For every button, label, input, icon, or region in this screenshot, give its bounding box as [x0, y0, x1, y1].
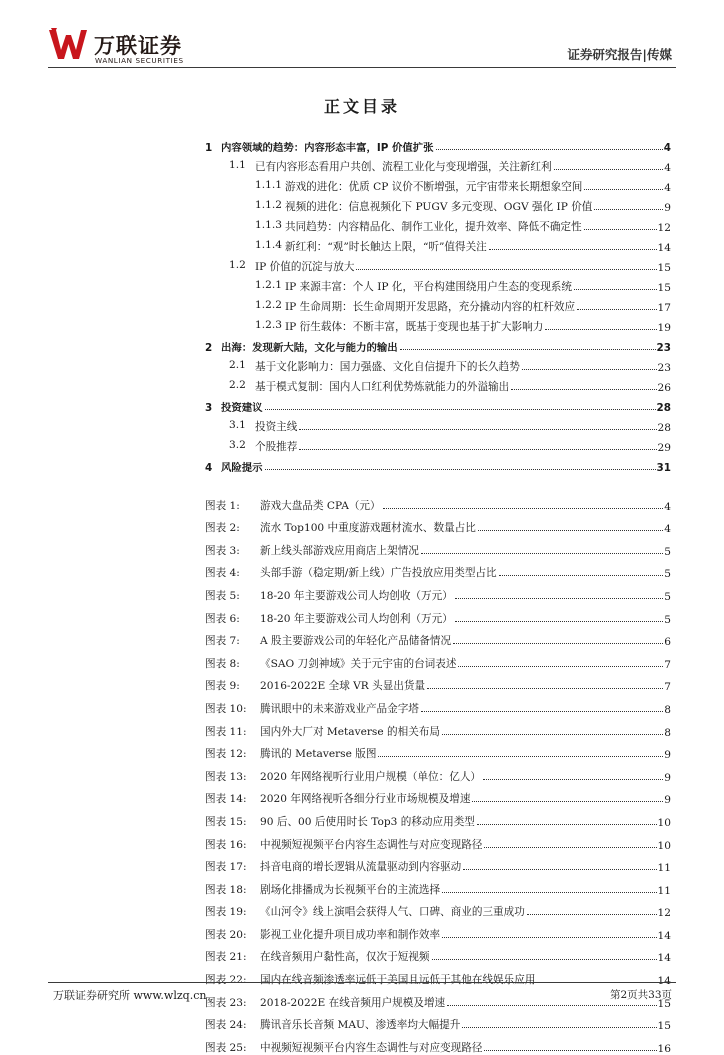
- figure-entry-page: 5: [664, 590, 671, 603]
- figure-entry-number: 图表 3:: [205, 544, 240, 557]
- figure-entry[interactable]: [205, 897, 671, 920]
- figure-entry-number: 图表 19:: [205, 906, 247, 919]
- toc-leader-dots: [554, 169, 664, 170]
- figure-entry-page: 7: [664, 681, 671, 694]
- toc-entry-number: 1.2: [229, 259, 246, 271]
- toc-entry[interactable]: [205, 274, 671, 294]
- toc-entry-text: 内容领域的趋势：内容形态丰富，IP 价值扩张: [221, 142, 434, 154]
- toc-entry-page: 23: [656, 342, 671, 354]
- figure-leader-dots: [432, 959, 657, 960]
- figure-entry-page: 10: [657, 839, 671, 852]
- page-title: 正文目录: [323, 97, 400, 116]
- figure-entry-label: 90 后、00 后使用时长 Top3 的移动应用类型: [260, 815, 475, 828]
- figure-entry-page: 6: [664, 636, 671, 649]
- figure-leader-dots: [462, 1027, 656, 1028]
- toc-leader-dots: [577, 309, 656, 310]
- toc-entry-number: 3.1: [229, 419, 246, 431]
- figure-leader-dots: [463, 869, 656, 870]
- figure-leader-dots: [442, 892, 656, 893]
- figure-entry-page: 4: [664, 523, 671, 536]
- logo-chinese-name: 万联证券: [94, 34, 182, 58]
- figure-entry[interactable]: [205, 626, 671, 649]
- toc-entry-number: 4: [205, 462, 213, 474]
- toc-entry[interactable]: [205, 394, 671, 414]
- figure-entry-label: 游戏大盘品类 CPA（元）: [260, 499, 381, 512]
- toc-entry-number: 3: [205, 402, 213, 414]
- toc-leader-dots: [511, 389, 656, 390]
- figure-entry-label: 腾讯的 Metaverse 版图: [260, 748, 377, 761]
- toc-entry-page: 4: [663, 142, 671, 154]
- toc-entry-number: 1.1.1: [255, 179, 282, 191]
- figure-entry[interactable]: [205, 739, 671, 762]
- toc-entry-page: 23: [657, 362, 671, 374]
- figure-entry-label: 在线音频用户黏性高，仅次于短视频: [260, 951, 430, 964]
- toc-leader-dots: [594, 209, 663, 210]
- figure-entry[interactable]: [205, 784, 671, 807]
- toc-leader-dots: [584, 189, 663, 190]
- toc-entry-number: 1.2.1: [255, 279, 282, 291]
- figure-entry[interactable]: [205, 1010, 671, 1033]
- figure-leader-dots: [472, 801, 663, 802]
- figure-entry-page: 11: [657, 862, 671, 875]
- figure-entry-label: 18-20 年主要游戏公司人均创利（万元）: [260, 612, 453, 625]
- figure-entry-page: 14: [657, 952, 671, 965]
- figure-entry[interactable]: [205, 761, 671, 784]
- toc-entry-number: 2.2: [229, 379, 246, 391]
- toc-entry-label: [229, 439, 297, 454]
- figure-entry-number: 图表 14:: [205, 793, 247, 806]
- toc-entry[interactable]: [205, 354, 671, 374]
- toc-entry[interactable]: [205, 294, 671, 314]
- toc-entry-page: 17: [657, 302, 671, 314]
- toc-entry-page: 19: [657, 322, 671, 334]
- toc-entry-number: 2.1: [229, 359, 246, 371]
- toc-entry-label: [205, 399, 263, 414]
- figure-entry-page: 8: [664, 726, 671, 739]
- figure-entry-label: 2016-2022E 全球 VR 头显出货量: [260, 680, 426, 693]
- toc-leader-dots: [356, 269, 656, 270]
- toc-entry-text: IP 来源丰富：个人 IP 化，平台构建围绕用户生态的变现系统: [285, 281, 572, 293]
- figure-entry-page: 14: [657, 975, 671, 988]
- toc-leader-dots: [545, 329, 656, 330]
- toc-entry-text: 视频的进化：信息视频化下 PUGV 多元变现、OGV 强化 IP 价值: [285, 201, 593, 213]
- toc-entry[interactable]: [205, 454, 671, 474]
- toc-entry-text: 基于文化影响力：国力强盛、文化自信提升下的长久趋势: [255, 361, 520, 373]
- toc-entry[interactable]: [205, 314, 671, 334]
- toc-entry-page: 29: [657, 442, 671, 454]
- toc-entry-page: 15: [657, 262, 671, 274]
- toc-entry[interactable]: [205, 134, 671, 154]
- figure-entry-page: 9: [664, 771, 671, 784]
- toc-entry-label: [255, 179, 582, 194]
- figure-entry-label: 国内外大厂对 Metaverse 的相关布局: [260, 725, 440, 738]
- figure-entry-label: 腾讯眼中的未来游戏业产品金字塔: [260, 702, 419, 715]
- toc-entry[interactable]: [205, 214, 671, 234]
- figure-entry-number: 图表 20:: [205, 928, 247, 941]
- figure-leader-dots: [427, 688, 663, 689]
- figure-entry-page: 9: [664, 749, 671, 762]
- footer-divider: [48, 982, 676, 983]
- toc-entry[interactable]: [205, 414, 671, 434]
- toc-entry-label: [229, 259, 354, 274]
- figure-leader-dots: [383, 508, 664, 509]
- toc-entry[interactable]: [205, 174, 671, 194]
- toc-leader-dots: [265, 469, 656, 470]
- figure-entry-number: 图表 6:: [205, 612, 240, 625]
- figure-leader-dots: [455, 621, 663, 622]
- toc-entry[interactable]: [205, 334, 671, 354]
- figure-entry-page: 9: [664, 794, 671, 807]
- figure-leader-dots: [442, 734, 663, 735]
- figure-entry-number: 图表 9:: [205, 680, 240, 693]
- figure-leader-dots: [499, 575, 664, 576]
- figure-entry-label: 国内在线音频渗透率远低于美国且远低于其他在线娱乐应用: [260, 974, 536, 987]
- toc-entry-number: 3.2: [229, 439, 246, 451]
- figure-entry-label: 抖音电商的增长逻辑从流量驱动到内容驱动: [260, 861, 462, 874]
- figure-entry-number: 图表 8:: [205, 657, 240, 670]
- figure-entry[interactable]: [205, 806, 671, 829]
- toc-leader-dots: [522, 369, 657, 370]
- toc-entry-label: [255, 279, 572, 294]
- figure-entry[interactable]: [205, 671, 671, 694]
- list-of-figures: [205, 490, 671, 1055]
- figure-entry[interactable]: [205, 964, 671, 987]
- toc-entry-number: 1.1.3: [255, 219, 282, 231]
- toc-entry-page: 4: [664, 162, 671, 174]
- toc-entry-text: 共同趋势：内容精品化、制作工业化，提升效率、降低不确定性: [285, 221, 582, 233]
- figure-leader-dots: [484, 847, 656, 848]
- figure-leader-dots: [477, 824, 657, 825]
- figure-entry[interactable]: [205, 874, 671, 897]
- figure-leader-dots: [478, 530, 663, 531]
- wanlian-logo-icon: [48, 26, 88, 62]
- figure-entry-page: 5: [664, 613, 671, 626]
- figure-entry-number: 图表 24:: [205, 1019, 247, 1032]
- toc-entry-text: 新红利：“观”时长触达上限，“听”值得关注: [285, 241, 487, 253]
- toc-leader-dots: [400, 349, 656, 350]
- figure-leader-dots: [421, 553, 663, 554]
- logo-english-name: WANLIAN SECURITIES: [95, 56, 184, 65]
- toc-entry-page: 4: [664, 182, 671, 194]
- toc-entry-label: [205, 139, 434, 154]
- figure-entry[interactable]: [205, 942, 671, 965]
- toc-entry-text: IP 衍生载体：不断丰富，既基于变现也基于扩大影响力: [285, 321, 544, 333]
- figure-entry-page: 15: [657, 997, 671, 1010]
- figure-entry-number: 图表 15:: [205, 815, 247, 828]
- figure-entry-number: 图表 12:: [205, 748, 247, 761]
- figure-entry-label: 头部手游（稳定期/新上线）广告投放应用类型占比: [260, 567, 497, 580]
- toc-leader-dots: [574, 289, 657, 290]
- toc-entry-text: 基于模式复制：国内人口红利优势炼就能力的外溢输出: [255, 381, 510, 393]
- toc-entry-label: [255, 239, 487, 254]
- figure-entry-label: 中视频短视频平台内容生态调性与对应变现路径: [260, 1041, 483, 1054]
- toc-entry-text: 游戏的进化：优质 CP 议价不断增强，元宇宙带来长期想象空间: [285, 181, 583, 193]
- figure-entry[interactable]: [205, 1032, 671, 1055]
- figure-entry-number: 图表 1:: [205, 499, 240, 512]
- figure-entry-page: 8: [664, 703, 671, 716]
- figure-entry-page: 4: [664, 500, 671, 513]
- toc-entry-number: 2: [205, 342, 213, 354]
- toc-entry-label: [255, 319, 543, 334]
- toc-entry-number: 1.1: [229, 159, 246, 171]
- toc-entry-number: 1.1.2: [255, 199, 282, 211]
- figure-entry-label: 2020 年网络视听各细分行业市场规模及增速: [260, 793, 471, 806]
- toc-leader-dots: [489, 249, 657, 250]
- toc-entry-page: 14: [657, 242, 671, 254]
- figure-entry[interactable]: [205, 558, 671, 581]
- toc-entry-page: 28: [657, 422, 671, 434]
- figure-entry[interactable]: [205, 535, 671, 558]
- toc-entry-label: [255, 199, 592, 214]
- figure-leader-dots: [527, 914, 657, 915]
- figure-entry[interactable]: [205, 513, 671, 536]
- figure-entry-page: 5: [664, 568, 671, 581]
- toc-entry-label: [229, 159, 552, 174]
- toc-entry-text: IP 生命周期：长生命周期开发思路，充分撬动内容的杠杆效应: [285, 301, 576, 313]
- toc-entry-label: [255, 219, 582, 234]
- toc-entry-page: 28: [656, 402, 671, 414]
- figure-entry[interactable]: [205, 648, 671, 671]
- figure-entry-number: 图表 23:: [205, 996, 247, 1009]
- toc-entry-text: 出海：发现新大陆，文化与能力的输出: [221, 342, 398, 354]
- figure-leader-dots: [458, 666, 663, 667]
- toc-leader-dots: [265, 409, 656, 410]
- figure-entry-label: 影视工业化提升项目成功率和制作效率: [260, 928, 441, 941]
- toc-entry[interactable]: [205, 434, 671, 454]
- figure-entry-number: 图表 2:: [205, 522, 240, 535]
- toc-entry-page: 15: [657, 282, 671, 294]
- figure-entry[interactable]: [205, 603, 671, 626]
- toc-entry-page: 26: [657, 382, 671, 394]
- report-type: 证券研究报告|传媒: [567, 47, 672, 62]
- figure-leader-dots: [453, 643, 663, 644]
- toc-entry-number: 1.2.2: [255, 299, 282, 311]
- figure-entry-number: 图表 13:: [205, 770, 247, 783]
- toc-entry[interactable]: [205, 374, 671, 394]
- figure-entry-label: 剧场化排播成为长视频平台的主流选择: [260, 883, 441, 896]
- figure-entry-number: 图表 5:: [205, 589, 240, 602]
- toc-entry-text: 风险提示: [221, 462, 263, 474]
- figure-entry-number: 图表 4:: [205, 567, 240, 580]
- figure-leader-dots: [378, 756, 663, 757]
- figure-entry-page: 15: [657, 1020, 671, 1033]
- figure-entry-page: 5: [664, 545, 671, 558]
- figure-entry-number: 图表 22:: [205, 974, 247, 987]
- figure-entry-number: 图表 11:: [205, 725, 247, 738]
- figure-entry-page: 11: [657, 884, 671, 897]
- figure-entry-number: 图表 18:: [205, 883, 247, 896]
- figure-entry[interactable]: [205, 829, 671, 852]
- toc-entry-label: [255, 299, 575, 314]
- figure-entry-number: 图表 16:: [205, 838, 247, 851]
- figure-entry[interactable]: [205, 693, 671, 716]
- toc-leader-dots: [299, 449, 656, 450]
- toc-entry-text: 投资建议: [221, 402, 263, 414]
- figure-entry[interactable]: [205, 716, 671, 739]
- toc-entry-number: 1: [205, 142, 213, 154]
- figure-entry[interactable]: [205, 852, 671, 875]
- figure-leader-dots: [421, 711, 663, 712]
- footer-page-number: 第2页共33页: [609, 989, 672, 1001]
- figure-entry-label: 新上线头部游戏应用商店上架情况: [260, 544, 419, 557]
- figure-leader-dots: [442, 937, 656, 938]
- figure-entry[interactable]: [205, 490, 671, 513]
- toc-entry[interactable]: [205, 254, 671, 274]
- figure-entry-page: 7: [664, 658, 671, 671]
- toc-entry-label: [205, 459, 263, 474]
- figure-entry-number: 图表 7:: [205, 635, 240, 648]
- figure-entry-label: 流水 Top100 中重度游戏题材流水、数量占比: [260, 522, 476, 535]
- figure-leader-dots: [484, 1050, 656, 1051]
- figure-entry[interactable]: [205, 580, 671, 603]
- toc-entry-page: 12: [657, 222, 671, 234]
- figure-entry-label: 中视频短视频平台内容生态调性与对应变现路径: [260, 838, 483, 851]
- footer-source: 万联证券研究所 www.wlzq.cn: [53, 989, 207, 1002]
- toc-entry-label: [229, 359, 520, 374]
- figure-entry[interactable]: [205, 987, 671, 1010]
- toc-entry-text: IP 价值的沉淀与放大: [255, 261, 355, 273]
- toc-entry-page: 9: [664, 202, 671, 214]
- toc-entry[interactable]: [205, 194, 671, 214]
- figure-entry-label: 《SAO 刀剑神域》关于元宇宙的台词表述: [260, 657, 457, 670]
- table-of-contents: [205, 134, 671, 474]
- toc-entry[interactable]: [205, 234, 671, 254]
- figure-entry-page: 10: [657, 816, 671, 829]
- toc-entry-text: 投资主线: [255, 421, 298, 433]
- figure-leader-dots: [447, 1005, 656, 1006]
- figure-entry-label: 2020 年网络视听行业用户规模（单位：亿人）: [260, 770, 482, 783]
- toc-leader-dots: [299, 429, 656, 430]
- figure-entry-label: 腾讯音乐长音频 MAU、渗透率均大幅提升: [260, 1019, 461, 1032]
- figure-entry-number: 图表 25:: [205, 1041, 247, 1054]
- toc-entry-number: 1.2.3: [255, 319, 282, 331]
- figure-entry-label: 《山河令》线上演唱会获得人气、口碑、商业的三重成功: [260, 906, 525, 919]
- figure-entry-page: 12: [657, 907, 671, 920]
- toc-leader-dots: [436, 149, 663, 150]
- figure-entry-number: 图表 21:: [205, 951, 247, 964]
- figure-entry-page: 16: [657, 1042, 671, 1055]
- toc-entry-text: 个股推荐: [255, 441, 298, 453]
- figure-entry-label: 2018-2022E 在线音频用户规模及增速: [260, 996, 446, 1009]
- toc-entry-number: 1.1.4: [255, 239, 282, 251]
- toc-entry-label: [229, 379, 509, 394]
- figure-entry[interactable]: [205, 919, 671, 942]
- toc-entry-label: [229, 419, 297, 434]
- figure-entry-number: 图表 17:: [205, 861, 247, 874]
- page-header: [0, 0, 724, 70]
- figure-entry-number: 图表 10:: [205, 702, 247, 715]
- figure-leader-dots: [483, 779, 663, 780]
- figure-entry-page: 14: [657, 929, 671, 942]
- toc-entry-label: [205, 339, 398, 354]
- toc-entry-page: 31: [656, 462, 671, 474]
- toc-entry[interactable]: [205, 154, 671, 174]
- toc-leader-dots: [584, 229, 657, 230]
- toc-entry-text: 已有内容形态看用户共创、流程工业化与变现增强，关注新红利: [255, 161, 552, 173]
- header-divider: [48, 67, 676, 68]
- figure-entry-label: 18-20 年主要游戏公司人均创收（万元）: [260, 589, 453, 602]
- figure-leader-dots: [455, 598, 663, 599]
- figure-entry-label: A 股主要游戏公司的年轻化产品储备情况: [260, 635, 452, 648]
